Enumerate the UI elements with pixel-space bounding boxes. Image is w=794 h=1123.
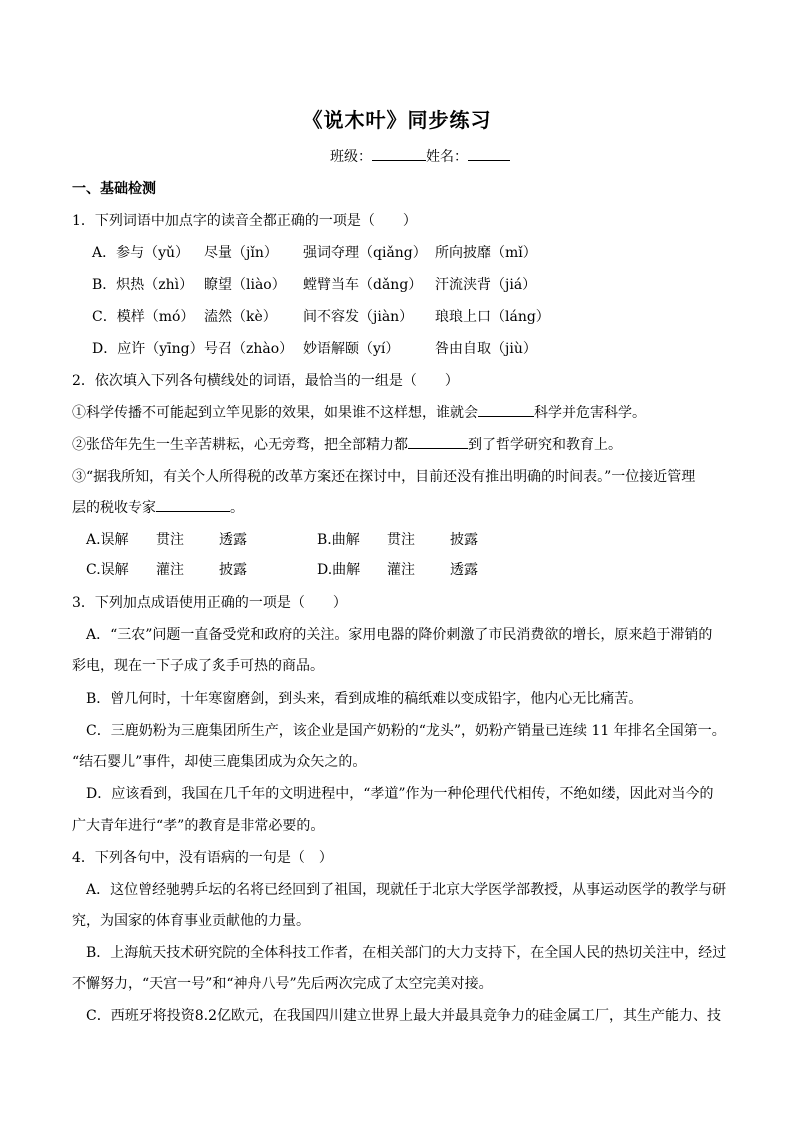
question-2-stem: 2．依次填入下列各句横线处的词语，最恰当的一组是（ ） — [72, 373, 459, 389]
q4-option-a-line-2: 究，为国家的体育事业贡献他的力量。 — [72, 913, 310, 929]
q2-option-a-word-2: 贯注 — [156, 532, 184, 548]
class-blank — [372, 148, 426, 161]
q2-option-a-label: A.误解 — [86, 532, 129, 548]
q1-option-c-1: C．模样（mó） — [92, 309, 195, 325]
q1-option-b-1: B．炽热（zhì） — [92, 277, 194, 293]
q2-sentence-1-start: ①科学传播不可能起到立竿见影的效果，如果谁不这样想，谁就会 — [72, 405, 478, 421]
q2-blank-1 — [478, 404, 534, 417]
q4-option-b-line-1: B．上海航天技术研究院的全体科技工作者，在相关部门的大力支持下，在全国人民的热切关注中，经过 — [86, 945, 727, 961]
q2-sentence-1 — [72, 402, 646, 422]
q2-sentence-2-start: ②张岱年先生一生辛苦耕耘，心无旁骛，把全部精力都 — [72, 437, 408, 453]
q3-option-d-line-2: 广大青年进行“孝”的教育是非常必要的。 — [72, 818, 325, 834]
q2-option-a-word-3: 透露 — [219, 532, 247, 548]
q1-option-a-1: A．参与（yǔ） — [92, 245, 190, 261]
q2-sentence-2-end: 到了哲学研究和教育上。 — [468, 437, 622, 453]
q2-sentence-3-line-1: ③“据我所知，有关个人所得税的改革方案还在探讨中，目前还没有推出明确的时间表。”一位接近管理 — [72, 469, 696, 485]
q2-option-d-word-2: 灌注 — [387, 562, 415, 578]
q2-sentence-2 — [72, 434, 622, 454]
q4-option-b-line-2: 不懈努力，“天宫一号”和“神舟八号”先后两次完成了太空完美对接。 — [72, 976, 493, 992]
page-title: 《说木叶》同步练习 — [302, 108, 492, 132]
q1-option-b-3: 螳臂当车（dǎng） — [303, 277, 423, 293]
question-3-stem: 3．下列加点成语使用正确的一项是（ ） — [72, 595, 347, 611]
q2-sentence-3-start: 层的税收专家 — [72, 500, 156, 516]
q1-option-d-2: 号召（zhào） — [204, 341, 294, 357]
q1-option-c-3: 间不容发（jiàn） — [303, 309, 414, 325]
q1-option-a-3: 强词夺理（qiǎng） — [303, 245, 427, 261]
q2-option-c-word-2: 灌注 — [156, 562, 184, 578]
q1-option-d-4: 咎由自取（jiù） — [435, 341, 537, 357]
q2-sentence-3-line-2 — [72, 497, 244, 517]
section-heading: 一、基础检测 — [72, 181, 156, 197]
q2-sentence-3-end: 。 — [230, 500, 244, 516]
q3-option-d-line-1: D．应该看到，我国在几千年的文明进程中，“孝道”作为一种伦理代代相传，不绝如缕，因此对当今的 — [86, 786, 714, 802]
question-4-stem: 4．下列各句中，没有语病的一句是（ ） — [72, 850, 333, 866]
q3-option-c-line-2: “结石婴儿”事件，却使三鹿集团成为众矢之的。 — [72, 754, 367, 770]
q1-option-a-4: 所向披靡（mǐ） — [435, 245, 537, 261]
q2-option-c-word-3: 披露 — [219, 562, 247, 578]
q2-sentence-1-end: 科学并危害科学。 — [534, 405, 646, 421]
q1-option-d-1: D．应许（yīng） — [92, 341, 204, 357]
q3-option-a-line-1: A．“三农”问题一直备受党和政府的关注。家用电器的降价刺激了市民消费欲的增长，原来趋于滞销的 — [86, 627, 713, 643]
q1-option-c-2: 溘然（kè） — [204, 309, 277, 325]
q3-option-b: B．曾几何时，十年寒窗磨剑，到头来，看到成堆的稿纸难以变成铅字，他内心无比痛苦。 — [86, 691, 643, 707]
q1-option-d-3: 妙语解颐（yí） — [303, 341, 400, 357]
q2-option-d-label: D.曲解 — [317, 562, 361, 578]
q1-option-b-2: 瞭望（liào） — [204, 277, 286, 293]
q1-option-b-4: 汗流浃背（jiá） — [435, 277, 537, 293]
q2-option-b-label: B.曲解 — [317, 532, 360, 548]
q4-option-a-line-1: A．这位曾经驰骋乒坛的名将已经回到了祖国，现就任于北京大学医学部教授，从事运动医学的教学与研 — [86, 882, 727, 898]
q3-option-a-line-2: 彩电，现在一下子成了炙手可热的商品。 — [72, 658, 324, 674]
question-1-stem: 1．下列词语中加点字的读音全都正确的一项是（ ） — [72, 213, 417, 229]
q3-option-c-line-1: C．三鹿奶粉为三鹿集团所生产，该企业是国产奶粉的“龙头”，奶粉产销量已连续 11 年排名全国第一。 — [86, 723, 726, 739]
name-blank — [468, 148, 510, 161]
q2-blank-2 — [408, 436, 468, 449]
q1-option-a-2: 尽量（jǐn） — [204, 245, 278, 261]
q2-option-c-label: C.误解 — [86, 562, 129, 578]
q1-option-c-4: 琅琅上口（láng） — [435, 309, 550, 325]
name-label: 姓名： — [426, 149, 468, 165]
q2-option-b-word-2: 贯注 — [387, 532, 415, 548]
q4-option-c-line-1: C．西班牙将投资8.2亿欧元，在我国四川建立世界上最大并最具竞争力的硅金属工厂，其生产能力、技 — [86, 1008, 721, 1024]
q2-option-b-word-3: 披露 — [450, 532, 478, 548]
q2-option-d-word-3: 透露 — [450, 562, 478, 578]
class-label: 班级： — [330, 149, 372, 165]
class-name-line — [330, 146, 510, 166]
q2-blank-3 — [156, 499, 230, 512]
